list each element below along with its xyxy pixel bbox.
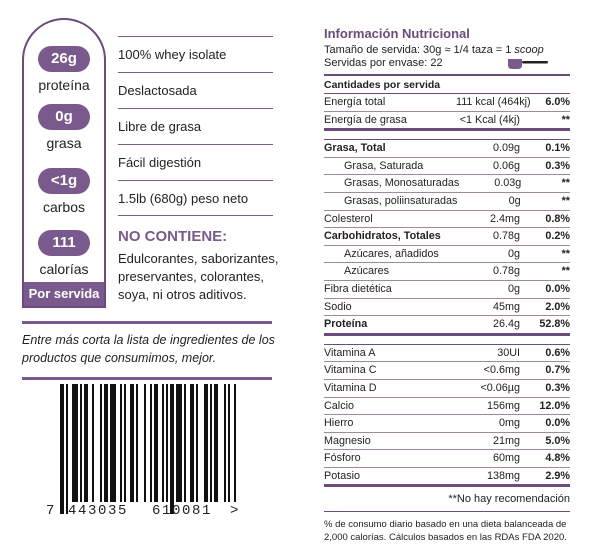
nutrient-row	[324, 433, 570, 451]
nutrient-row	[324, 211, 570, 229]
barcode-bar	[66, 384, 68, 514]
nutrient-row	[324, 246, 570, 264]
energy-section	[324, 94, 570, 131]
barcode-bar	[184, 384, 186, 502]
barcode-bar	[176, 384, 182, 502]
macro-section	[324, 139, 570, 336]
nutrient-daily-value: 52.8%	[539, 318, 570, 331]
nutrient-amount: 0g	[507, 282, 520, 295]
barcode-bar	[234, 384, 236, 502]
barcode-bar	[214, 384, 218, 502]
protein-value: 26g	[38, 46, 90, 72]
barcode-bar	[120, 384, 122, 502]
nutrient-name: Azúcares, añadidos	[344, 247, 439, 260]
nutrient-row	[324, 345, 570, 363]
barcode-bar	[110, 384, 116, 502]
nutrient-amount: 60mg	[492, 452, 520, 465]
nutrient-name: Calcio	[324, 399, 355, 412]
nutrient-daily-value: 0.0%	[545, 282, 570, 295]
nutrient-daily-value: 0.3%	[545, 159, 570, 172]
nutrient-amount: 2.4mg	[489, 212, 520, 225]
nutrient-row	[324, 380, 570, 398]
nutrient-daily-value: **	[561, 194, 570, 207]
nutrient-daily-value: 0.8%	[545, 212, 570, 225]
barcode-bar	[60, 384, 64, 514]
nutrition-title: Información Nutricional	[324, 26, 470, 41]
barcode-lead-digit: 7	[46, 503, 55, 519]
nutrient-row	[324, 415, 570, 433]
nutrient-name: Vitamina D	[324, 381, 377, 394]
no-contiene-body: Edulcorantes, saborizantes, preservantes, colorantes, soya, ni otros aditivos.	[118, 251, 279, 302]
barcode-bar	[204, 384, 208, 502]
nutrient-amount: 0g	[507, 247, 520, 260]
divider	[22, 321, 272, 324]
nutrient-name: Carbohidratos, Totales	[324, 230, 441, 243]
barcode-bar	[72, 384, 78, 502]
nutrient-amount: 0g	[508, 194, 521, 207]
nutrient-row	[324, 193, 570, 211]
nutrient-row	[324, 140, 570, 158]
nutrient-daily-value: **	[561, 177, 570, 190]
divider	[22, 377, 272, 380]
daily-value-footnote: % de consumo diario basado en una dieta balanceada de 2,000 calorías. Cálculos basados en las RDAs FDA 2020.	[324, 519, 567, 544]
nutrient-row	[324, 316, 570, 336]
nutrient-name: Grasas, poliinsaturadas	[344, 194, 458, 207]
barcode-group-2: 610081	[152, 503, 213, 519]
nutrient-daily-value: 0.0%	[545, 417, 570, 430]
nutrition-facts-panel	[324, 26, 570, 544]
nutrient-amount: 138mg	[486, 469, 520, 482]
calories-value: 111	[38, 230, 90, 256]
barcode-bar	[130, 384, 134, 502]
nutrient-daily-value: **	[561, 265, 570, 278]
nutrient-daily-value: 0.6%	[545, 346, 570, 359]
servings-per-container: Servidas por envase: 22	[324, 57, 443, 69]
barcode-bar	[80, 384, 82, 502]
nutrient-name: Potasio	[324, 469, 361, 482]
barcode-bar	[210, 384, 212, 502]
nutrient-amount: 0.78g	[492, 230, 520, 243]
nutrient-daily-value: **	[561, 247, 570, 260]
barcode-bar	[92, 384, 94, 502]
barcode-trail: >	[230, 503, 239, 519]
nutrient-name: Magnesio	[324, 434, 371, 447]
nutrient-name: Vitamina C	[324, 364, 377, 377]
barcode-bar	[190, 384, 194, 502]
nutrient-amount: <1 Kcal (4kj)	[459, 113, 520, 126]
nutrient-name: Fósforo	[324, 452, 361, 465]
carbs-value: <1g	[38, 168, 90, 194]
nutrient-daily-value: 0.1%	[545, 142, 570, 155]
nutrient-name: Vitamina A	[324, 346, 376, 359]
calories-stat	[24, 230, 104, 277]
nutrient-amount: 0.06g	[492, 159, 520, 172]
barcode-bar	[124, 384, 126, 502]
nutrient-row	[324, 281, 570, 299]
protein-stat	[24, 46, 104, 93]
barcode-bar	[144, 384, 146, 502]
barcode-bar	[166, 384, 168, 502]
serving-size-text: Tamaño de servida: 30g ≈ 1/4 taza = 1	[324, 44, 512, 56]
nutrient-row	[324, 398, 570, 416]
nutrient-daily-value: 0.7%	[545, 364, 570, 377]
amounts-header: Cantidades por servida	[324, 74, 570, 94]
fat-value: 0g	[38, 104, 90, 130]
nutrient-amount: 0.03g	[494, 177, 522, 190]
feature-item: 1.5lb (680g) peso neto	[118, 180, 273, 216]
calories-label: calorías	[39, 261, 89, 277]
barcode-bar	[154, 384, 158, 502]
nutrient-row	[324, 112, 570, 132]
nutrient-daily-value: **	[561, 113, 570, 126]
nutrient-amount: <0.06µg	[480, 381, 520, 394]
barcode-bar	[162, 384, 164, 502]
nutrient-row	[324, 263, 570, 281]
feature-item: Fácil digestión	[118, 144, 273, 180]
nutrient-daily-value: 5.0%	[545, 434, 570, 447]
serving-size-unit: scoop	[514, 44, 544, 56]
nutrient-row	[324, 450, 570, 468]
per-serving-banner: Por servida	[24, 282, 104, 306]
nutrient-name: Grasa, Total	[324, 142, 386, 155]
nutrient-row	[324, 175, 570, 193]
nutrient-amount: 45mg	[492, 300, 520, 313]
fat-stat	[24, 104, 104, 151]
macro-badge-panel	[22, 18, 106, 308]
carbs-stat	[24, 168, 104, 215]
ingredient-quote: Entre más corta la lista de ingredientes de los productos que consumimos, mejor.	[22, 333, 275, 365]
barcode-bar	[196, 384, 198, 502]
nutrient-name: Sodio	[324, 300, 352, 313]
nutrient-name: Proteína	[324, 318, 368, 331]
feature-item: Libre de grasa	[118, 108, 273, 144]
barcode-bar	[228, 384, 230, 502]
nutrient-daily-value: 2.0%	[545, 300, 570, 313]
nutrient-row	[324, 362, 570, 380]
scoop-icon	[506, 56, 550, 70]
barcode-bar	[104, 384, 108, 502]
barcode-bar	[170, 384, 174, 514]
nutrient-row	[324, 468, 570, 488]
barcode-bar	[84, 384, 88, 502]
nutrient-name: Grasas, Monosaturadas	[344, 177, 460, 190]
barcode-bar	[150, 384, 152, 502]
barcode-bar	[136, 384, 138, 502]
nutrient-row	[324, 158, 570, 176]
nutrient-daily-value: 0.2%	[545, 230, 570, 243]
nutrient-name: Energía de grasa	[324, 113, 407, 126]
feature-list	[118, 36, 273, 216]
nutrient-name: Colesterol	[324, 212, 373, 225]
nutrient-row	[324, 228, 570, 246]
no-recommendation-note: **No hay recomendación	[324, 492, 570, 512]
nutrient-name: Grasa, Saturada	[344, 159, 424, 172]
nutrient-amount: 0.78g	[492, 265, 520, 278]
feature-item: Deslactosada	[118, 72, 273, 108]
no-contiene-title: NO CONTIENE:	[118, 228, 228, 245]
feature-item: 100% whey isolate	[118, 36, 273, 72]
nutrient-daily-value: 2.9%	[545, 469, 570, 482]
nutrient-row	[324, 299, 570, 317]
nutrient-amount: 30UI	[497, 346, 520, 359]
protein-label: proteína	[38, 77, 90, 93]
fat-label: grasa	[46, 135, 82, 151]
nutrient-amount: <0.6mg	[483, 364, 520, 377]
nutrient-daily-value: 4.8%	[545, 452, 570, 465]
nutrient-daily-value: 6.0%	[545, 96, 570, 108]
nutrient-daily-value: 0.3%	[545, 381, 570, 394]
nutrient-amount: 0mg	[498, 417, 520, 430]
nutrient-name: Hierro	[324, 417, 354, 430]
barcode-bar	[224, 384, 226, 502]
nutrient-amount: 156mg	[486, 399, 520, 412]
barcode-group-1: 443035	[68, 503, 129, 519]
nutrient-row	[324, 94, 570, 112]
vitamin-section	[324, 344, 570, 488]
nutrient-daily-value: 12.0%	[539, 399, 570, 412]
nutrient-name: Energía total	[324, 96, 386, 108]
nutrient-amount: 0.09g	[492, 142, 520, 155]
barcode	[46, 384, 246, 544]
barcode-bar	[100, 384, 102, 502]
nutrient-name: Azúcares	[344, 265, 390, 278]
barcode-bars-icon	[46, 384, 246, 514]
nutrient-amount: 21mg	[492, 434, 520, 447]
nutrient-name: Fibra dietética	[324, 282, 392, 295]
nutrient-amount: 26.4g	[492, 318, 520, 331]
nutrient-amount: 111 kcal (464kj)	[456, 96, 531, 108]
carbs-label: carbos	[42, 199, 86, 215]
